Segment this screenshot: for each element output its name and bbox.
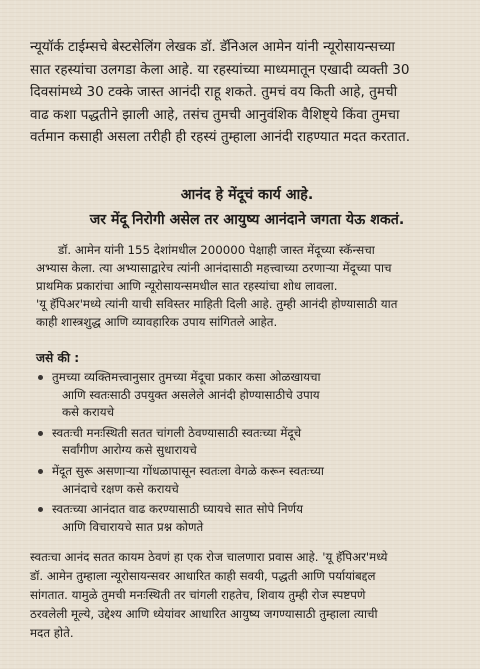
list-label: जसे की : xyxy=(36,351,80,365)
bullet-icon xyxy=(38,431,43,436)
feature-list xyxy=(36,369,456,539)
highlight-line-1: आनंद हे मेंदूचं कार्य आहे. xyxy=(180,187,314,203)
intro-line: वर्तमान कसाही असला तरीही ही रहस्यं तुम्हाला आनंदी राहण्यात मदत करतात. xyxy=(30,129,411,145)
list-item-line: स्वतःची मनःस्थिती सतत चांगली ठेवण्यासाठी स्वतःच्या मेंदूचे xyxy=(52,425,302,440)
list-item-line: आणि स्वतःसाठी उपयुक्त असलेले आनंदी होण्यासाठीचे उपाय xyxy=(62,387,320,402)
list-item xyxy=(36,463,456,498)
body-line: काही शास्त्रशुद्ध आणि व्यावहारिक उपाय सांगितले आहेत. xyxy=(36,315,278,329)
list-item-line: सर्वांगीण आरोग्य कसे सुधारायचे xyxy=(62,443,197,458)
list-item-line: आणि विचारायचे सात प्रश्न कोणते xyxy=(62,519,204,534)
body-line: 'यू हॅपिअर'मध्ये त्यांनी याची सविस्तर माहिती दिली आहे. तुम्ही आनंदी होण्यासाठी यात xyxy=(36,297,398,311)
body-line: प्राथमिक प्रकारांचा आणि न्यूरोसायन्समधील सात रहस्यांचा शोध लावला. xyxy=(36,279,338,293)
intro-line: दिवसांमध्ये 30 टक्के जास्त आनंदी राहू शकते. तुमचं वय किती आहे, तुमची xyxy=(30,84,398,100)
body-line: डॉ. आमेन यांनी 155 देशांमधील 200000 पेक्षाही जास्त मेंदूच्या स्कॅन्सचा xyxy=(58,243,375,257)
intro-paragraph xyxy=(30,36,470,149)
body-line: अभ्यास केला. त्या अभ्यासाद्वारेच त्यांनी आनंदासाठी महत्त्वाच्या ठरणाऱ्या मेंदूच्या पाच xyxy=(36,261,392,275)
outro-line: स्वतःचा आनंद सतत कायम ठेवणं हा एक रोज चालणारा प्रवास आहे. 'यू हॅपिअर'मध्ये xyxy=(30,550,388,564)
bullet-icon xyxy=(38,507,43,512)
intro-line: वाढ कशा पद्धतीने झाली आहे, तसंच तुमची आनुवंशिक वैशिष्ट्ये किंवा तुमचा xyxy=(30,106,400,123)
intro-line: सात रहस्यांचा उलगडा केला आहे. या रहस्यांच्या माध्यमातून एखादी व्यक्ती 30 xyxy=(30,61,410,78)
intro-line: न्यूयॉर्क टाईम्सचे बेस्टसेलिंग लेखक डॉ. डॅनिअल आमेन यांनी न्यूरोसायन्सच्या xyxy=(30,39,395,55)
list-item xyxy=(36,501,456,536)
list-item-line: तुमच्या व्यक्तिमत्त्वानुसार तुमच्या मेंदूचा प्रकार कसा ओळखायचा xyxy=(52,370,321,384)
list-item-line: आनंदाचे रक्षण कसे करायचे xyxy=(62,481,179,496)
outro-line: ठरवलेली मूल्ये, उद्देश्य आणि ध्येयांवर आधारित आयुष्य जगण्यासाठी तुम्हाला त्याची xyxy=(30,607,378,621)
outro-line: सांगतात. यामुळे तुमची मनःस्थिती तर चांगली राहतेच, शिवाय तुम्ही रोज स्पष्टपणे xyxy=(30,588,366,602)
list-item xyxy=(36,369,456,422)
highlight-quote xyxy=(32,183,462,233)
bullet-icon xyxy=(38,469,43,474)
highlight-line-2: जर मेंदू निरोगी असेल तर आयुष्य आनंदाने जगता येऊ शकतं. xyxy=(89,212,405,228)
body-paragraph xyxy=(36,241,460,331)
bullet-icon xyxy=(38,375,43,380)
list-item-line: मेंदूत सुरू असणाऱ्या गोंधळापासून स्वतःला वेगळे करून स्वतःच्या xyxy=(52,463,324,478)
list-item-line: कसे करायचे xyxy=(62,405,115,420)
outro-line: मदत होते. xyxy=(30,626,74,640)
closing-paragraph xyxy=(30,548,466,643)
list-item-line: स्वतःच्या आनंदात वाढ करण्यासाठी घ्यायचे सात सोपे निर्णय xyxy=(52,502,303,517)
outro-line: डॉ. आमेन तुम्हाला न्यूरोसायन्सवर आधारित काही सवयी, पद्धती आणि पर्यायांबद्दल xyxy=(30,569,376,583)
list-item xyxy=(36,425,456,460)
